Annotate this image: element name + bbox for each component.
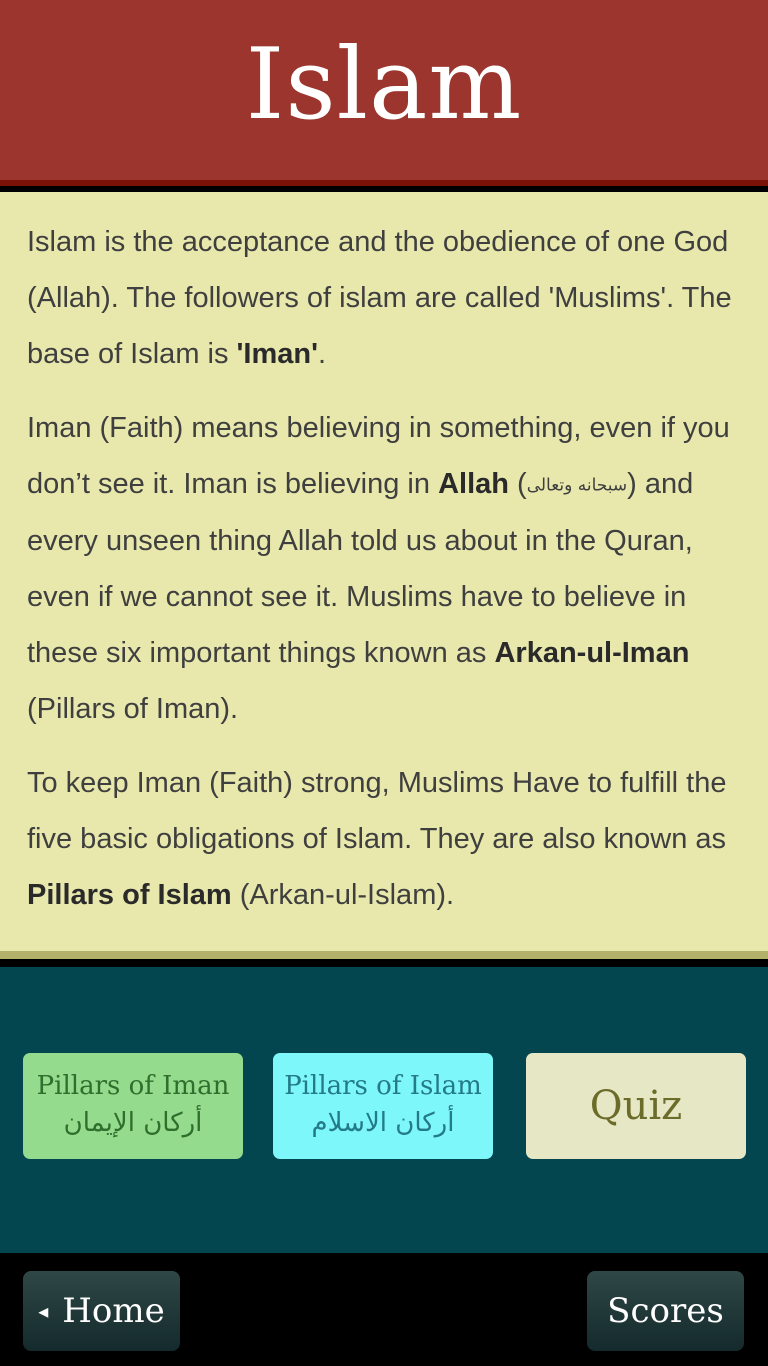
pillars-of-iman-button[interactable] bbox=[23, 1053, 243, 1159]
bottom-nav-bar bbox=[0, 1253, 768, 1366]
pillars-of-islam-button[interactable] bbox=[273, 1053, 493, 1159]
header-bar bbox=[0, 0, 768, 186]
paragraph-3-end: (Arkan-ul-Islam). bbox=[231, 879, 455, 912]
home-label: Home bbox=[62, 1291, 165, 1331]
quiz-label: Quiz bbox=[589, 1083, 683, 1129]
pillars-of-islam-arabic-label: أركان الاسلام bbox=[311, 1108, 455, 1138]
back-triangle-icon: ◂ bbox=[38, 1299, 49, 1323]
home-button[interactable] bbox=[23, 1271, 180, 1351]
scores-label: Scores bbox=[607, 1291, 724, 1331]
paragraph-2-end: (Pillars of Iman). bbox=[27, 693, 239, 726]
paragraph-1-text: Islam is the acceptance and the obedience of one God (Allah). The followers of islam are called 'Muslims'. The base of Islam is bbox=[27, 226, 732, 370]
paragraph-1 bbox=[27, 214, 748, 382]
scores-button[interactable] bbox=[587, 1271, 744, 1351]
paragraph-2-text: Iman (Faith) means believing in something, even if you don’t see it. Iman is believing in bbox=[27, 412, 730, 500]
pillars-of-iman-arabic-label: أركان الإيمان bbox=[63, 1108, 203, 1138]
page-title: Islam bbox=[245, 28, 523, 142]
arkan-ul-iman-term: Arkan-ul-Iman bbox=[494, 637, 690, 670]
pillars-of-islam-label: Pillars of Islam bbox=[284, 1071, 482, 1101]
allah-term: Allah bbox=[438, 468, 509, 500]
arabic-honorific: سبحانه وتعالى bbox=[526, 475, 628, 496]
intro-text-panel bbox=[0, 192, 768, 959]
paragraph-3-text: To keep Iman (Faith) strong, Muslims Have to fulfill the five basic obligations of Islam. They are also known as bbox=[27, 767, 727, 856]
quiz-button[interactable] bbox=[526, 1053, 746, 1159]
section-buttons-area bbox=[0, 967, 768, 1253]
pillars-of-islam-term: Pillars of Islam bbox=[27, 879, 232, 912]
iman-term: 'Iman' bbox=[236, 338, 319, 370]
paragraph-2-text-continued: ) and every unseen thing Allah told us about in the Quran, even if we cannot see it. Muslims have to believe in these six important things known as bbox=[27, 468, 694, 670]
paren-open: ( bbox=[508, 468, 527, 500]
paragraph-1-end: . bbox=[318, 338, 327, 370]
paragraph-2 bbox=[27, 400, 748, 737]
pillars-of-iman-label: Pillars of Iman bbox=[36, 1071, 230, 1101]
paragraph-3 bbox=[27, 755, 748, 923]
